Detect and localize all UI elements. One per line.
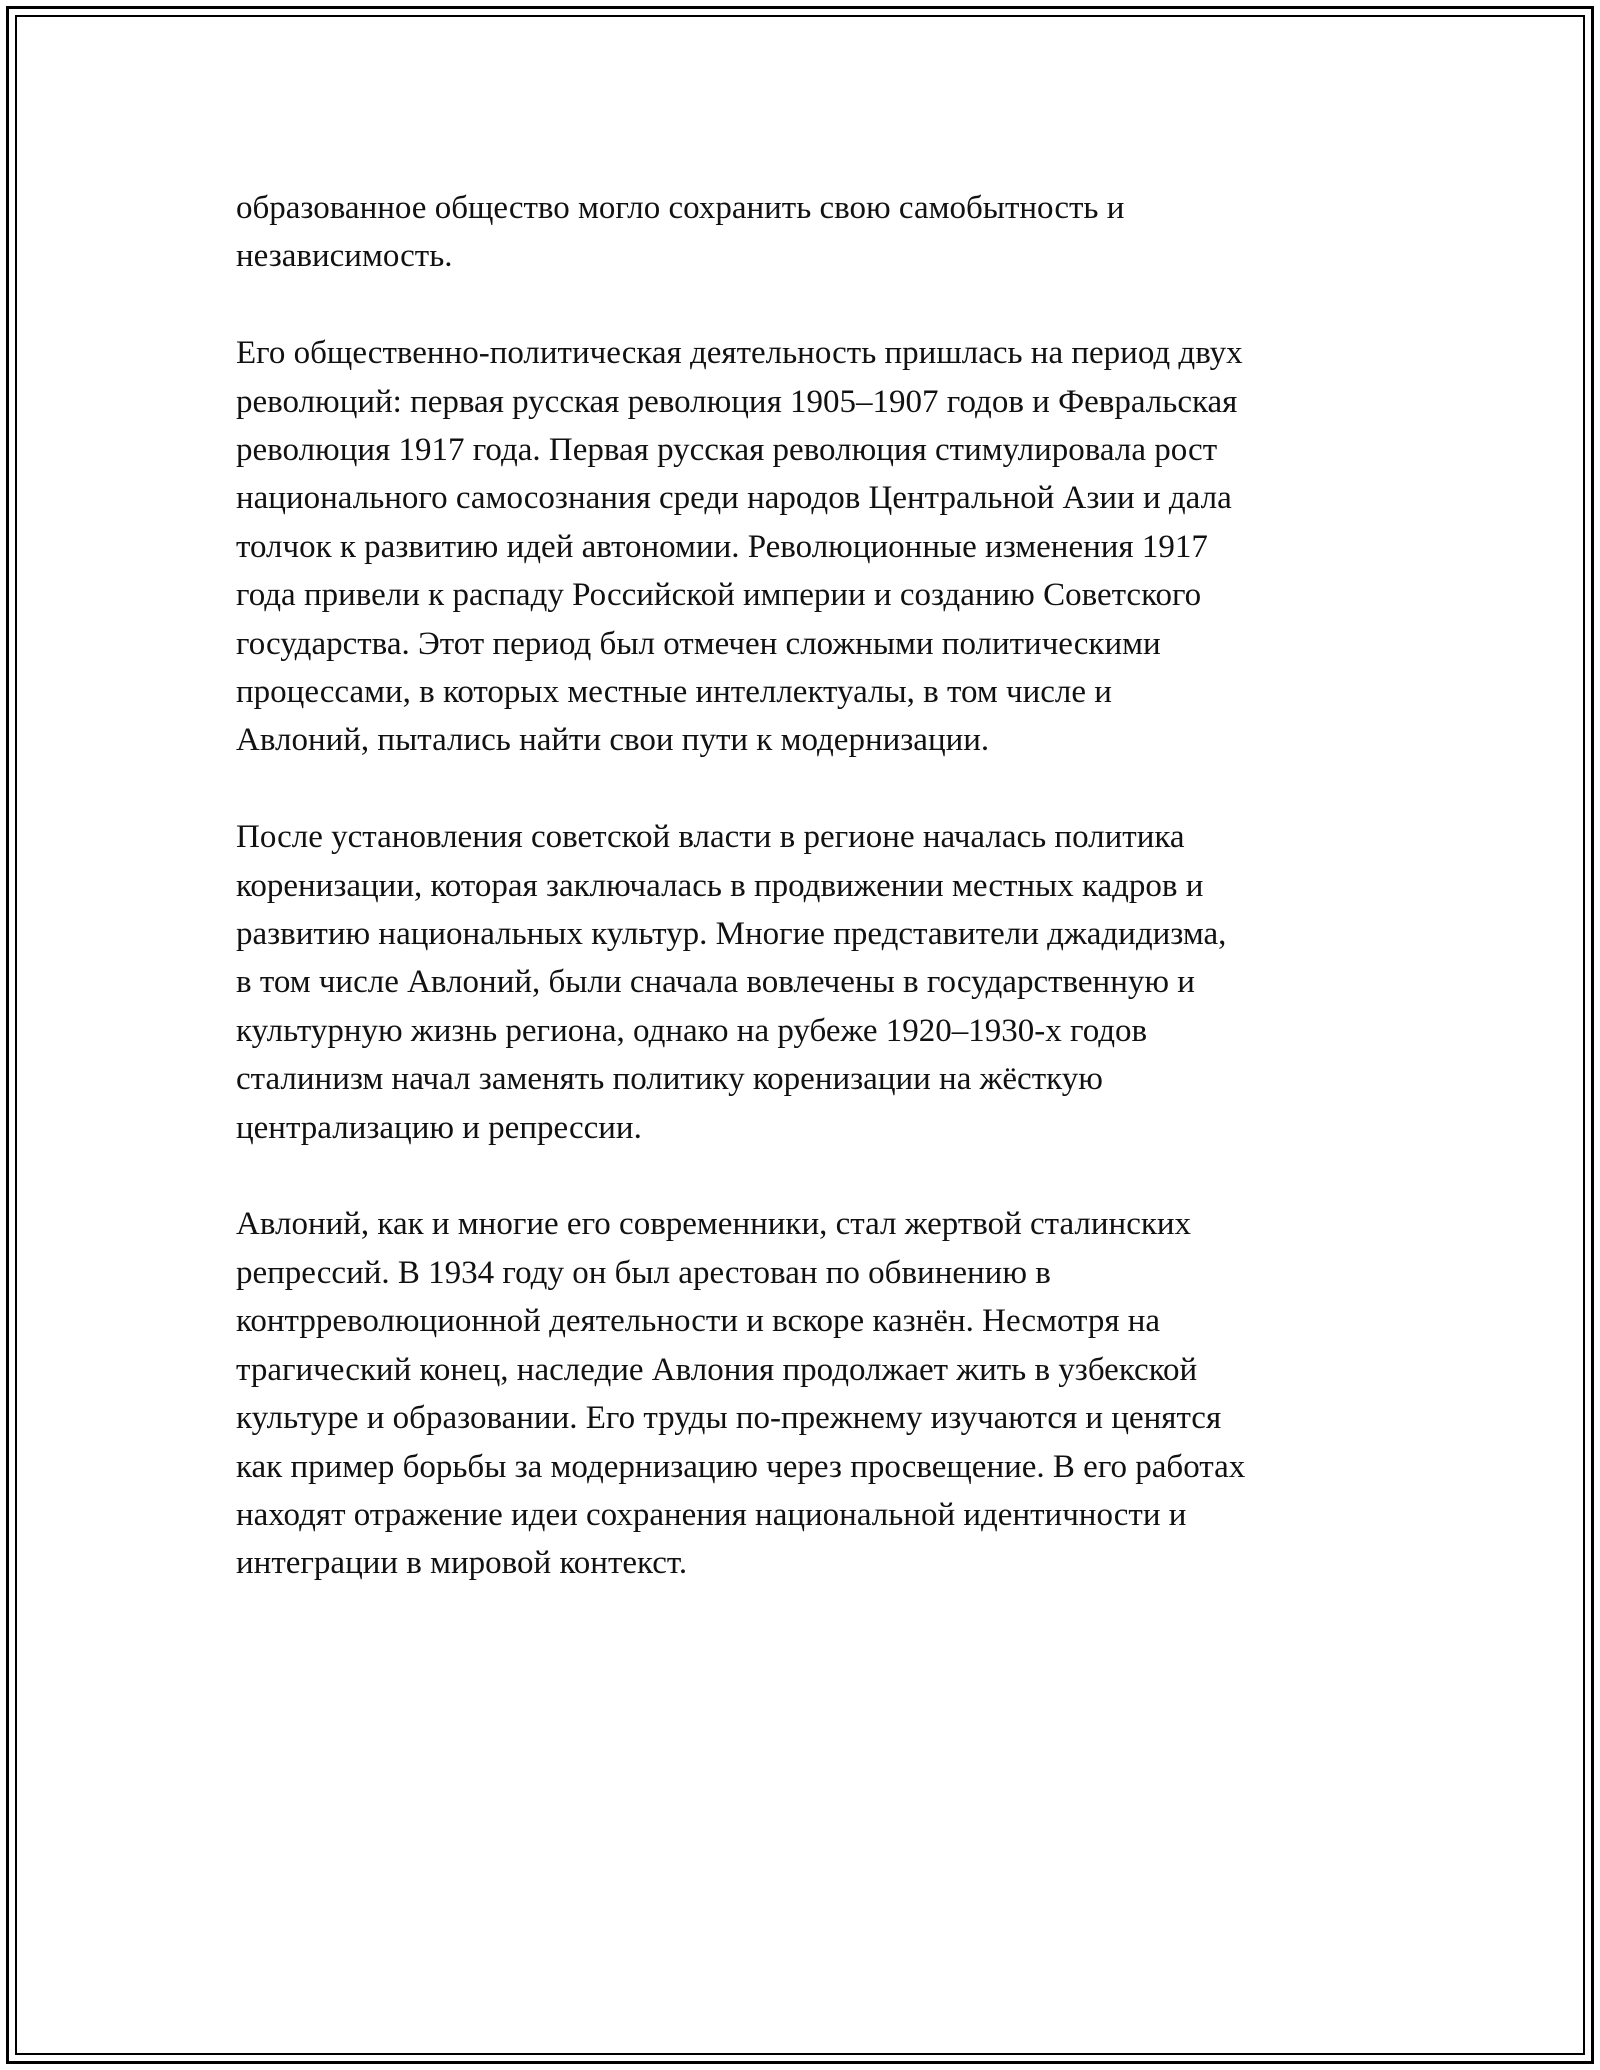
paragraph-2 [236, 329, 1396, 765]
paragraph-3 [236, 813, 1396, 1152]
text-line: толчок к развитию идей автономии. Революционные изменения 1917 [236, 528, 1208, 565]
text-line: образованное общество могло сохранить свою самобытность и [236, 190, 1125, 226]
text-line: государства. Этот период был отмечен сложными политическими [236, 625, 1161, 662]
text-line: контрреволюционной деятельности и вскоре казнён. Несмотря на [236, 1303, 1161, 1340]
text-line: независимость. [236, 238, 453, 275]
text-line: Авлоний, пытались найти свои пути к модернизации. [236, 722, 990, 759]
text-line: как пример борьбы за модернизацию через просвещение. В его работах [236, 1448, 1246, 1485]
text-line: сталинизм начал заменять политику коренизации на жёсткую [236, 1061, 1103, 1098]
paragraph-1 [236, 184, 1396, 281]
text-line: централизацию и репрессии. [236, 1109, 642, 1146]
document-body [236, 184, 1396, 1636]
text-line: культуре и образовании. Его труды по-прежнему изучаются и ценятся [236, 1400, 1222, 1437]
text-line: развитию национальных культур. Многие представители джадидизма, [236, 916, 1227, 953]
paragraph-4 [236, 1200, 1396, 1587]
text-line: года привели к распаду Российской империи и созданию Советского [236, 577, 1202, 614]
text-line: репрессий. В 1934 году он был арестован по обвинению в [236, 1254, 1051, 1291]
text-line: в том числе Авлоний, были сначала вовлечены в государственную и [236, 964, 1195, 1001]
text-line: культурную жизнь региона, однако на рубеже 1920–1930-х годов [236, 1012, 1148, 1049]
text-line: революций: первая русская революция 1905–1907 годов и Февральская [236, 383, 1238, 420]
text-line: коренизации, которая заключалась в продвижении местных кадров и [236, 867, 1204, 904]
text-line: интеграции в мировой контекст. [236, 1545, 688, 1582]
text-line: процессами, в которых местные интеллектуалы, в том числе и [236, 674, 1112, 711]
text-line: После установления советской власти в регионе началась политика [236, 819, 1185, 856]
text-line: национального самосознания среди народов Центральной Азии и дала [236, 480, 1232, 517]
text-line: Авлоний, как и многие его современники, стал жертвой сталинских [236, 1206, 1192, 1243]
text-line: трагический конец, наследие Авлония продолжает жить в узбекской [236, 1351, 1198, 1388]
text-line: Его общественно-политическая деятельность пришлась на период двух [236, 335, 1243, 372]
text-line: революция 1917 года. Первая русская революция стимулировала рост [236, 432, 1218, 469]
text-line: находят отражение идеи сохранения национальной идентичности и [236, 1496, 1187, 1533]
